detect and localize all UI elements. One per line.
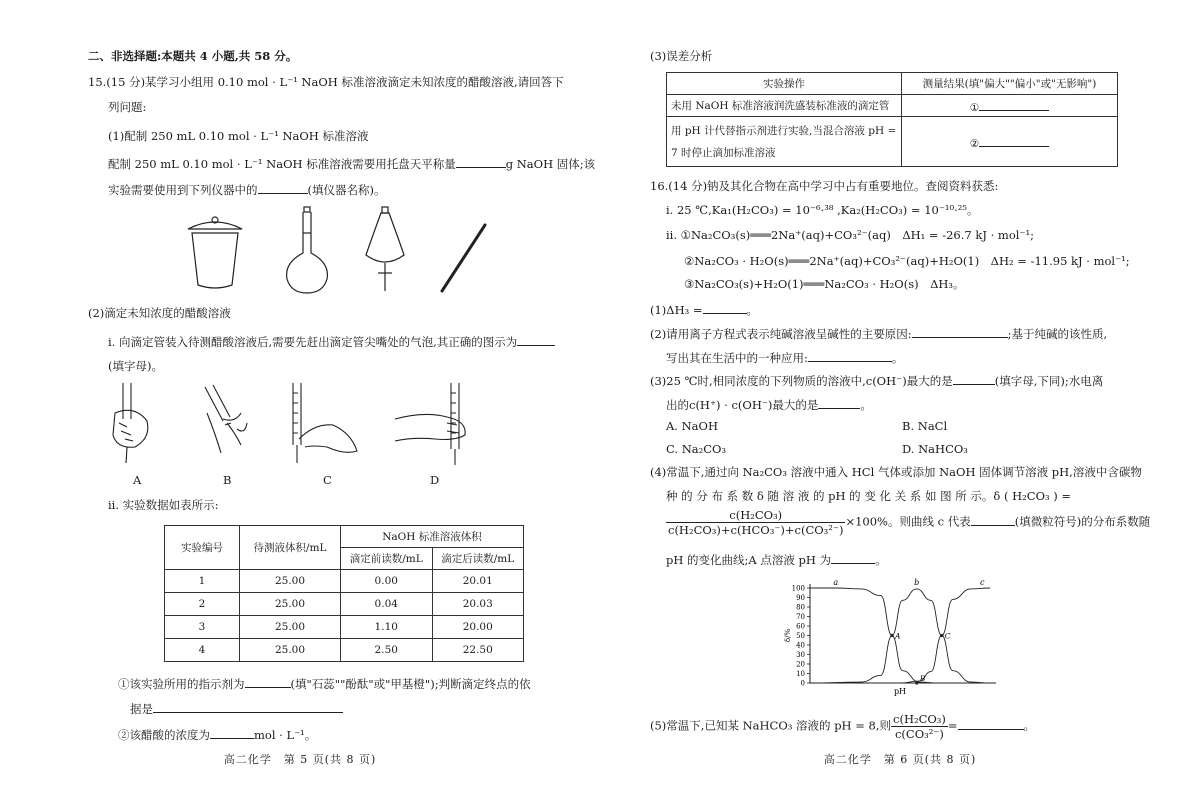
cell-op-2-line-a: 用 pH 计代替指示剂进行实验,当混合溶液 pH = — [671, 124, 897, 137]
question-endpoint-text: 据是 — [130, 702, 153, 716]
y-tick-label: 50 — [796, 632, 805, 640]
part1-line2 — [108, 181, 385, 198]
burette-figure-a — [113, 383, 148, 463]
sub2-line2 — [666, 349, 903, 366]
part2-title: (2)滴定未知浓度的醋酸溶液 — [88, 306, 231, 320]
sub5-text-c: 。 — [1023, 718, 1036, 733]
point-label-B: B — [919, 674, 926, 683]
sub3-text-a: (3)25 ℃时,相同浓度的下列物质的溶液中,c(OH⁻)最大的是 — [650, 374, 953, 388]
burette-figure-d — [395, 383, 465, 465]
glass-rod — [442, 225, 485, 291]
point-C — [940, 634, 943, 637]
sub3-text-c: 出的c(H⁺) · c(OH⁻)最大的是 — [666, 398, 819, 412]
point-A — [890, 634, 893, 637]
question-endpoint — [130, 700, 343, 717]
burette-figures — [95, 383, 495, 471]
y-tick-label: 10 — [796, 670, 805, 678]
series-label-b: b — [914, 578, 920, 587]
cell-op-2-line-b: 7 时停止滴加标准溶液 — [671, 146, 776, 159]
cell: 1.10 — [341, 616, 433, 639]
sub2-text-b: ;基于纯碱的该性质, — [1007, 327, 1108, 341]
answer-blank-ratio[interactable] — [958, 717, 1024, 730]
question-concentration-text-b: mol · L⁻¹。 — [254, 728, 317, 742]
section-title: 二、非选择题:本题共 4 小题,共 58 分。 — [88, 49, 298, 63]
answer-blank-max-kw[interactable] — [818, 396, 860, 409]
cell: 20.00 — [432, 616, 524, 639]
sub3-line2 — [666, 396, 872, 413]
answer-blank-instrument[interactable] — [258, 181, 308, 194]
info-ii-3: ③Na₂CO₃(s)+H₂O(1)═══Na₂CO₃ · H₂O(s) ΔH₃。 — [684, 277, 965, 291]
delta-fraction — [666, 508, 845, 537]
point-B — [915, 681, 918, 684]
cell: 25.00 — [240, 570, 341, 593]
titration-data-table — [164, 525, 524, 662]
question-indicator — [118, 675, 531, 692]
part1-line2-text-b: (填仪器名称)。 — [307, 183, 386, 197]
y-tick-label: 80 — [796, 603, 805, 612]
distribution-chart — [780, 578, 1000, 700]
page-footer-right: 高二化学 第 6 页(共 8 页) — [823, 753, 977, 766]
cell: 4 — [165, 639, 240, 662]
cell: 22.50 — [432, 639, 524, 662]
answer-blank-curve-c[interactable] — [971, 513, 1015, 526]
th-operation: 实验操作 — [667, 73, 902, 95]
answer-blank-endpoint[interactable] — [153, 700, 343, 713]
y-tick-label: 70 — [796, 613, 805, 621]
volumetric-flask — [287, 207, 328, 293]
answer-blank-indicator[interactable] — [245, 675, 291, 688]
sub3-line1 — [650, 372, 1103, 389]
delta-numerator: c(H₂CO₃) — [666, 508, 845, 523]
q15-stem-line2: 列问题: — [108, 100, 147, 114]
cell: 20.03 — [432, 593, 524, 616]
cell-result-2 — [902, 117, 1118, 167]
part2-i-line — [108, 333, 555, 350]
part1-line1-text-b: g NaOH 固体;该 — [505, 157, 596, 171]
part1-title: (1)配制 250 mL 0.10 mol · L⁻¹ NaOH 标准溶液 — [108, 129, 369, 143]
sub2-text-d: 。 — [891, 351, 904, 365]
question-concentration — [118, 726, 316, 743]
figure-label-c: C — [323, 473, 332, 487]
info-i: i. 25 ℃,Ka₁(H₂CO₃) = 10⁻⁶·³⁸ ,Ka₂(H₂CO₃) = 10⁻¹⁰·²⁵。 — [666, 203, 979, 217]
cell: 25.00 — [240, 639, 341, 662]
answer-blank-application[interactable] — [808, 349, 892, 362]
y-axis-label: δ/% — [784, 628, 792, 643]
ratio-numerator: c(H₂CO₃) — [893, 712, 946, 726]
th-reading-after: 滴定后读数/mL — [432, 548, 524, 570]
answer-blank-ion-equation[interactable] — [912, 325, 1008, 338]
sub1 — [650, 301, 758, 318]
part1-line1 — [108, 155, 595, 172]
sub4-line1: (4)常温下,通过向 Na₂CO₃ 溶液中通入 HCl 气体或添加 NaOH 固体调节溶液 pH,溶液中含碳物 — [650, 465, 1142, 479]
sub4-text-f: 。 — [875, 553, 887, 567]
option-d: D. NaHCO₃ — [902, 442, 968, 456]
cell: 3 — [165, 616, 240, 639]
table-row — [165, 616, 524, 639]
x-axis-label: pH — [893, 687, 907, 696]
result-mark-2: ② — [969, 137, 980, 150]
q15-stem-line1: 15.(15 分)某学习小组用 0.10 mol · L⁻¹ NaOH 标准溶液滴定未知浓度的醋酸溶液,请回答下 — [88, 75, 564, 89]
cell-result-1 — [902, 95, 1118, 117]
y-tick-label: 100 — [791, 584, 805, 593]
part3-title: (3)误差分析 — [650, 49, 713, 63]
question-indicator-text-a: ①该实验所用的指示剂为 — [118, 677, 245, 691]
point-label-A: A — [895, 631, 901, 641]
info-ii-2: ②Na₂CO₃ · H₂O(s)═══2Na⁺(aq)+CO₃²⁻(aq)+H₂O(1) ΔH₂ = -11.95 kJ · mol⁻¹; — [684, 254, 1130, 268]
y-tick-label: 0 — [800, 679, 805, 688]
cell: 0.04 — [341, 593, 433, 616]
option-a: A. NaOH — [666, 419, 718, 433]
answer-blank-mass[interactable] — [456, 155, 506, 168]
answer-blank-result-2[interactable] — [979, 134, 1049, 147]
instruments-figure — [180, 203, 500, 298]
q16-stem: 16.(14 分)钠及其化合物在高中学习中占有重要地位。查阅资料获悉: — [650, 179, 999, 193]
sub2-text-a: (2)请用离子方程式表示纯碱溶液呈碱性的主要原因: — [650, 327, 912, 341]
sub4-line3 — [666, 508, 1150, 537]
y-tick-label: 30 — [796, 651, 805, 659]
cell: 1 — [165, 570, 240, 593]
part2-i-text: i. 向滴定管装入待测醋酸溶液后,需要先赶出滴定管尖嘴处的气泡,其正确的图示为 — [108, 335, 518, 349]
table-row — [667, 117, 1118, 167]
sub3-text-b: (填字母,下同);水电离 — [994, 374, 1104, 388]
th-reading-before: 滴定前读数/mL — [341, 548, 433, 570]
table-row — [667, 95, 1118, 117]
table-row — [165, 570, 524, 593]
sub5-text-a: (5)常温下,已知某 NaHCO₃ 溶液的 pH = 8,则 — [650, 718, 892, 733]
sub5-text-b: = — [947, 718, 958, 733]
option-c: C. Na₂CO₃ — [666, 442, 727, 456]
part1-line1-text-a: 配制 250 mL 0.10 mol · L⁻¹ NaOH 标准溶液需要用托盘天平称量 — [108, 157, 456, 171]
answer-blank-bubble-figure[interactable] — [517, 333, 555, 346]
sub1-text-a: (1)ΔH₃ = — [650, 303, 703, 317]
y-tick-label: 60 — [796, 622, 805, 631]
result-mark-1: ① — [969, 101, 980, 114]
series-label-a: a — [833, 578, 839, 587]
table-row — [165, 639, 524, 662]
sub1-text-b: 。 — [746, 303, 759, 317]
cell: 2.50 — [341, 639, 433, 662]
th-sample-volume: 待测液体积/mL — [240, 526, 341, 570]
question-indicator-text-b: (填"石蕊""酚酞"或"甲基橙");判断滴定终点的依 — [290, 677, 531, 691]
burette-figure-b — [205, 385, 247, 453]
th-exp-no: 实验编号 — [165, 526, 240, 570]
th-result: 测量结果(填"偏大""偏小"或"无影响") — [902, 73, 1118, 95]
answer-blank-result-1[interactable] — [979, 98, 1049, 111]
sub4-text-d: (填微粒符号)的分布系数随 — [1014, 514, 1151, 529]
cell-op-2 — [667, 117, 902, 167]
sub2-line1 — [650, 325, 1107, 342]
figure-label-d: D — [430, 473, 440, 487]
table-row — [165, 593, 524, 616]
cell: 25.00 — [240, 616, 341, 639]
figure-label-a: A — [133, 473, 142, 487]
y-tick-label: 20 — [796, 660, 805, 669]
series-label-c: c — [980, 578, 985, 587]
th-naoh-volume: NaOH 标准溶液体积 — [341, 526, 524, 548]
burette-figure-c — [293, 383, 357, 463]
sub4-text-c: ×100%。则曲线 c 代表 — [845, 514, 971, 529]
sub2-text-c: 写出其在生活中的一种应用: — [666, 351, 808, 365]
page-footer-left: 高二化学 第 5 页(共 8 页) — [223, 753, 377, 766]
answer-blank-concentration[interactable] — [210, 726, 254, 739]
answer-blank-ph-a[interactable] — [831, 551, 875, 564]
error-analysis-table — [666, 72, 1118, 167]
y-tick-label: 90 — [796, 594, 805, 602]
answer-blank-max-oh[interactable] — [953, 372, 995, 385]
right-page — [600, 0, 1200, 797]
ratio-fraction — [891, 712, 948, 741]
answer-blank-dh3[interactable] — [703, 301, 747, 314]
cell: 2 — [165, 593, 240, 616]
cell: 25.00 — [240, 593, 341, 616]
cell: 0.00 — [341, 570, 433, 593]
point-label-C: C — [944, 631, 951, 641]
part2-ii-line: ii. 实验数据如表所示: — [108, 498, 219, 512]
part1-line2-text-a: 实验需要使用到下列仪器中的 — [108, 183, 258, 197]
sub4-line4 — [666, 551, 887, 568]
cell: 20.01 — [432, 570, 524, 593]
sub3-text-d: 。 — [860, 398, 872, 412]
part2-i-line2: (填字母)。 — [108, 359, 163, 373]
delta-denominator: c(H₂CO₃)+c(HCO₃⁻)+c(CO₃²⁻) — [668, 523, 844, 537]
option-b: B. NaCl — [902, 419, 948, 433]
cell-op-1: 未用 NaOH 标准溶液润洗盛装标准液的滴定管 — [667, 95, 902, 117]
sub5-line — [650, 712, 1035, 741]
info-ii-1: ii. ①Na₂CO₃(s)═══2Na⁺(aq)+CO₃²⁻(aq) ΔH₁ = -26.7 kJ · mol⁻¹; — [666, 228, 1034, 242]
ratio-denominator: c(CO₃²⁻) — [894, 727, 944, 741]
y-tick-label: 40 — [796, 641, 805, 650]
figure-label-b: B — [223, 473, 232, 487]
question-concentration-text-a: ②该醋酸的浓度为 — [118, 728, 210, 742]
sub4-line2: 种 的 分 布 系 数 δ 随 溶 液 的 pH 的 变 化 关 系 如 图 所 示。δ ( H₂CO₃ ) = — [666, 489, 1072, 503]
separatory-funnel — [366, 207, 404, 291]
crucible-with-lid — [188, 217, 242, 288]
sub4-text-e: pH 的变化曲线;A 点溶液 pH 为 — [666, 553, 832, 567]
